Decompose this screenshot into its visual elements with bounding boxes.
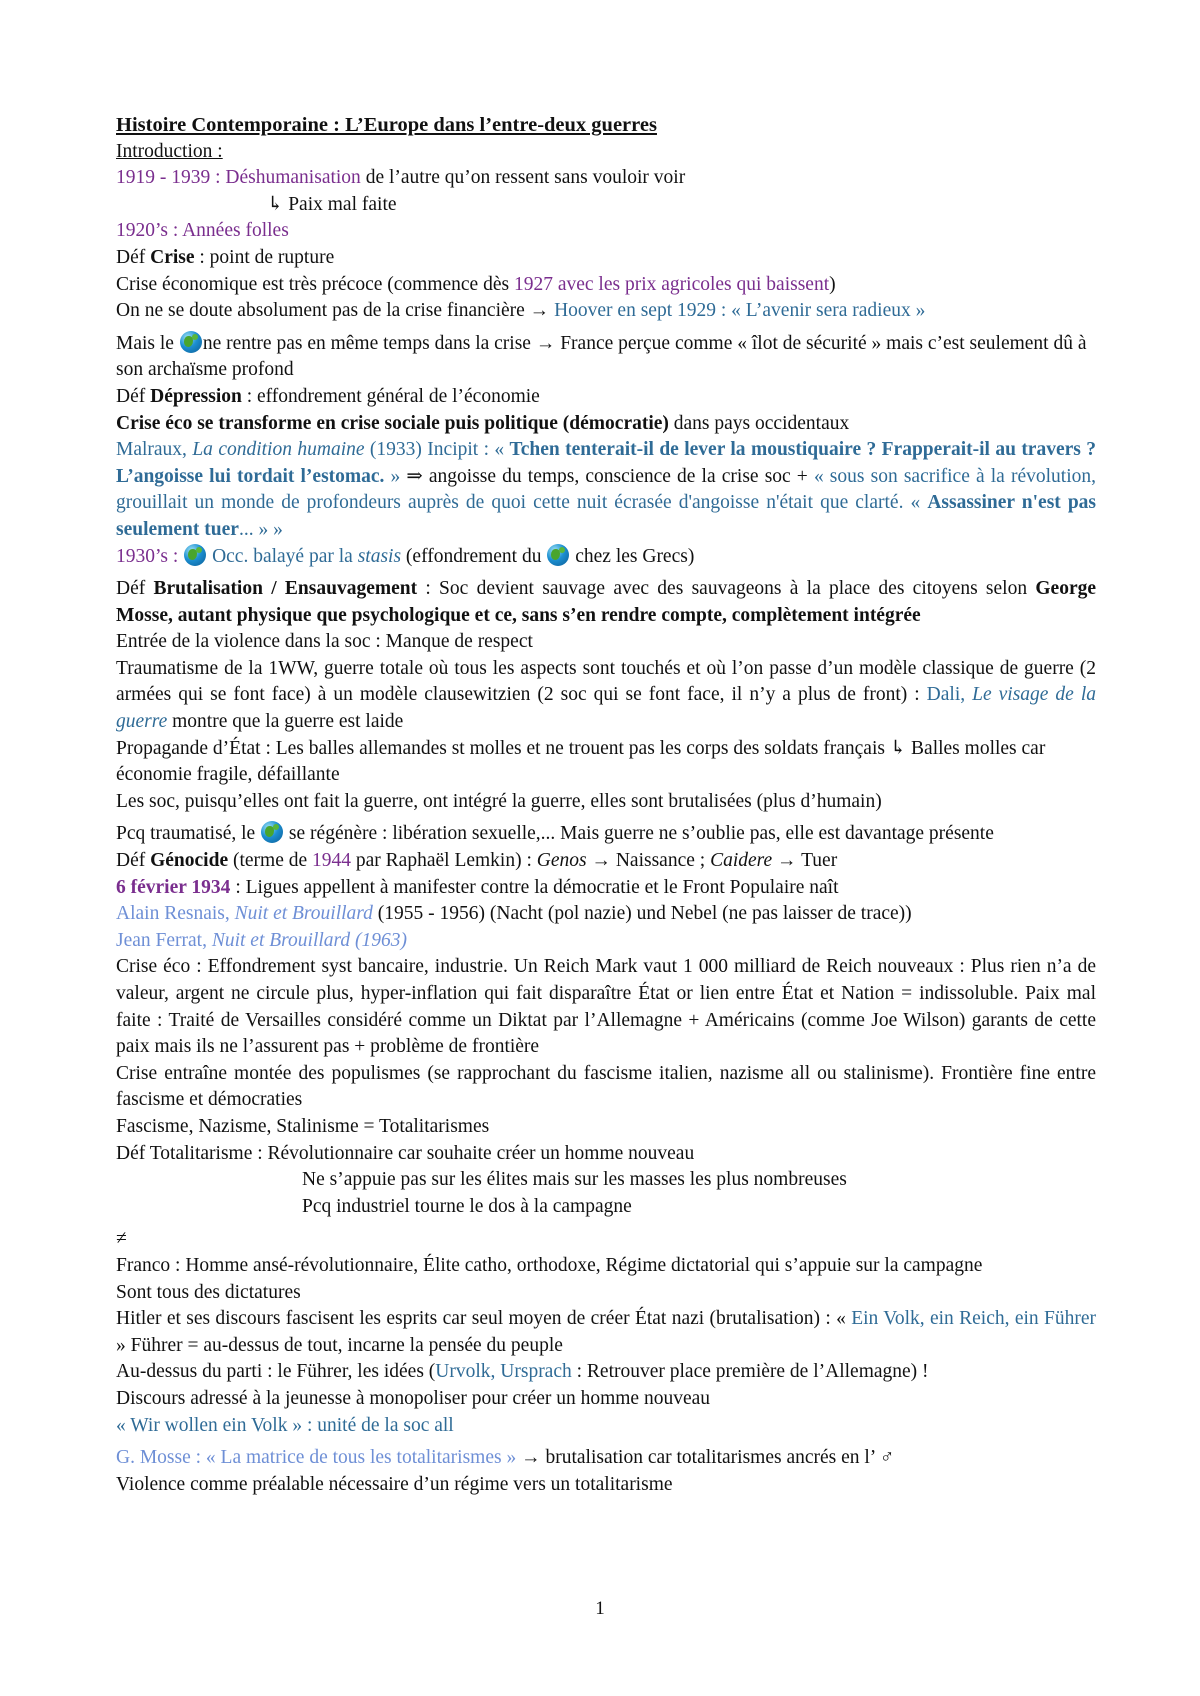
text-run: (1933) Incipit : « (364, 439, 510, 461)
text-run: Le visage de la guerre (116, 684, 1097, 733)
text-run: Génocide (150, 850, 229, 872)
text-line (116, 1413, 1096, 1440)
globe-icon (547, 544, 569, 566)
text-line (116, 1445, 1096, 1472)
text-line (116, 1253, 1096, 1280)
text-run: « sous son sacrifice à la révolution, grouillait un monde de profondeurs auprès de quoi cette nuit écrasée d'angoisse n'était que clarté. « (116, 465, 1096, 514)
text-line (116, 821, 1096, 848)
text-run: Assassiner n'est pas seulement tuer (116, 492, 1097, 540)
text-line (116, 848, 1096, 875)
text-run: Nuit et Brouillard (234, 903, 373, 925)
text-run: se régénère : libération sexuelle,... Mais guerre ne s’oublie pas, elle est davantage présente (284, 823, 994, 845)
text-line (116, 1061, 1096, 1114)
text-run: Mais le (116, 332, 179, 354)
text-run: montre que la guerre est laide (167, 711, 404, 733)
text-run: Les soc, puisqu’elles ont fait la guerre, ont intégré la guerre, elles sont brutalisées (plus d’humain) (116, 790, 882, 812)
text-line (116, 218, 1096, 245)
text-run: 1920’s : Années folles (116, 220, 289, 242)
text-line (116, 384, 1096, 411)
text-run: Tchen tenterait-il de lever la moustiquaire ? Frapperait-il au travers ? L’angoisse lui tordait l’estomac. (116, 439, 1097, 487)
text-line (116, 1359, 1096, 1386)
text-run: Dali, (926, 684, 973, 706)
text-run: par Raphaël Lemkin) : (351, 850, 537, 872)
text-run: George Mosse, autant physique que psychologique et ce, sans s’en rendre compte, complètement intégrée (116, 578, 1097, 626)
text-run: On ne se doute absolument pas de la crise financière → (116, 300, 555, 322)
text-run: Fascisme, Nazisme, Stalinisme = Totalitarismes (116, 1115, 490, 1137)
text-line (116, 331, 1096, 384)
text-line (116, 789, 1096, 816)
text-run: dans pays occidentaux (668, 412, 850, 434)
page-number: 1 (595, 1598, 605, 1619)
text-run: Alain Resnais, (116, 903, 235, 925)
text-line (116, 875, 1096, 902)
text-line (116, 411, 1096, 438)
text-run: : Ligues appellent à manifester contre la démocratie et le Front Populaire naît (230, 876, 839, 898)
text-run: Violence comme préalable nécessaire d’un régime vers un totalitarisme (116, 1473, 673, 1495)
text-run: de l’autre qu’on ressent sans vouloir voir (360, 167, 686, 189)
text-run: Hoover en sept 1929 : « L’avenir sera radieux » (554, 300, 926, 322)
text-run: : effondrement général de l’économie (241, 385, 540, 407)
text-run: Occ. balayé par la (207, 545, 358, 567)
text-run: → brutalisation car totalitarismes ancrés en l’ ♂ (516, 1447, 895, 1469)
text-run: Ein Volk, ein Reich, ein Führer (851, 1308, 1096, 1330)
text-run: Urvolk, Ursprach (435, 1361, 572, 1383)
globe-icon (184, 544, 206, 566)
text-run: » (384, 465, 401, 487)
text-run: ... » » (238, 518, 283, 540)
text-run: → Tuer (772, 850, 838, 872)
text-run: Crise éco se transforme en crise sociale puis politique (démocratie) (116, 412, 669, 434)
text-run: (terme de (228, 850, 313, 872)
text-line (116, 1472, 1096, 1499)
text-run: Ne s’appuie pas sur les élites mais sur les masses les plus nombreuses (302, 1169, 847, 1191)
text-run: Caidere (710, 850, 773, 872)
globe-icon (261, 821, 283, 843)
text-run: Pcq traumatisé, le (116, 823, 261, 845)
text-line (116, 928, 1096, 955)
document-page (116, 112, 1096, 1498)
text-run: Jean Ferrat, (116, 929, 212, 951)
text-line (116, 1167, 1096, 1194)
text-run: : Retrouver place première de l’Allemagne) ! (571, 1361, 929, 1383)
text-run: Nuit et Brouillard (1963) (211, 929, 408, 951)
text-line (116, 245, 1096, 272)
text-line (116, 656, 1096, 736)
text-run: Malraux, (116, 439, 193, 461)
text-run: Déf (116, 850, 151, 872)
text-run: → Naissance ; (586, 850, 711, 872)
text-run: 1927 avec les prix agricoles qui baissent (513, 273, 830, 295)
text-run: : Soc devient sauvage avec des sauvageons à la place des citoyens selon (417, 578, 1036, 600)
text-line (116, 629, 1096, 656)
text-line (116, 165, 1096, 192)
text-run: Déf (116, 246, 151, 268)
text-run: ne rentre pas en même temps dans la crise → France perçue comme « îlot de sécurité » mais c’est seulement dû à son archaïsme profond (116, 332, 1087, 381)
text-run: : point de rupture (194, 246, 335, 268)
text-run: ↳ Paix mal faite (267, 193, 397, 215)
text-line (116, 1226, 1096, 1253)
text-run: stasis (357, 545, 402, 567)
text-run: Sont tous des dictatures (116, 1281, 301, 1303)
text-run: La condition humaine (192, 439, 365, 461)
text-run: Hitler et ses discours fascisent les esprits car seul moyen de créer État nazi (brutalisation) : « (116, 1308, 852, 1330)
text-line (116, 192, 1096, 219)
text-line (116, 1306, 1096, 1359)
text-line (116, 1141, 1096, 1168)
text-run: (1955 - 1956) (Nacht (pol nazie) und Nebel (ne pas laisser de trace)) (372, 903, 912, 925)
text-line (116, 272, 1096, 299)
text-run: Déf (116, 578, 154, 600)
text-run: « Wir wollen ein Volk » : unité de la soc all (116, 1414, 454, 1436)
text-line (116, 437, 1096, 543)
text-line (116, 954, 1096, 1060)
text-run: Déf (116, 385, 151, 407)
text-run: 1919 - 1939 : Déshumanisation (116, 167, 361, 189)
text-line (116, 1194, 1096, 1221)
text-run: 6 février 1934 (116, 876, 231, 898)
text-run: Propagande d’État : Les balles allemandes st molles et ne trouent pas les corps des soldats français ↳ Balles molles car économie fragile, défaillante (116, 737, 1046, 786)
text-run: Brutalisation / Ensauvagement (153, 578, 418, 600)
text-run: Pcq industriel tourne le dos à la campagne (302, 1195, 632, 1217)
text-run: Franco : Homme ansé-révolutionnaire, Élite catho, orthodoxe, Régime dictatorial qui s’appuie sur la campagne (116, 1254, 983, 1276)
text-run: 1944 (312, 850, 352, 872)
text-run: Crise (150, 246, 195, 268)
document-title: Histoire Contemporaine : L’Europe dans l’entre-deux guerres (116, 114, 657, 136)
text-run: Au-dessus du parti : le Führer, les idées ( (116, 1361, 436, 1383)
text-run: Introduction : (116, 140, 223, 162)
text-run: Genos (536, 850, 587, 872)
text-run: Crise éco : Effondrement syst bancaire, industrie. Un Reich Mark vaut 1 000 milliard de Reich nouveaux : Plus rien n’a de valeur, argent ne circule plus, hyper-inflation qui fait disparaître État or lien entre État et Nation = indissoluble. Paix mal faite : Traité de Versailles considéré comme un Diktat par l’Allemagne + Américains (comme Joe Wilson) garants de cette paix mais ils ne l’assurent pas + problème de frontière (116, 956, 1096, 1058)
text-run: Traumatisme de la 1WW, guerre totale où tous les aspects sont touchés et où l’on passe d’un modèle classique de guerre (2 armées qui se font face) à un modèle clausewitzien (2 soc qui se font face, il n’y a plus de front) : (116, 657, 1096, 706)
text-line (116, 1114, 1096, 1141)
text-line (116, 736, 1096, 789)
text-run: ⇒ angoisse du temps, conscience de la crise soc + (400, 465, 814, 487)
text-run: Crise entraîne montée des populismes (se rapprochant du fascisme italien, nazisme all ou stalinisme). Frontière fine entre fascisme et démocraties (116, 1062, 1096, 1111)
text-line (116, 1280, 1096, 1307)
text-line (116, 576, 1096, 629)
text-line (116, 1386, 1096, 1413)
text-run: chez les Grecs) (570, 545, 695, 567)
text-run: 1930’s : (116, 545, 184, 567)
document-body (116, 139, 1096, 1499)
globe-icon (180, 331, 202, 353)
text-run: (effondrement du (401, 545, 547, 567)
text-line (116, 544, 1096, 571)
text-run: ≠ (116, 1228, 127, 1250)
text-run: Crise économique est très précoce (commence dès (116, 273, 514, 295)
text-run: Dépression (150, 385, 242, 407)
text-line (116, 298, 1096, 325)
text-line (116, 139, 1096, 166)
text-run: Discours adressé à la jeunesse à monopoliser pour créer un homme nouveau (116, 1387, 711, 1409)
text-run: Déf Totalitarisme : Révolutionnaire car souhaite créer un homme nouveau (116, 1142, 695, 1164)
text-run: » Führer = au-dessus de tout, incarne la pensée du peuple (116, 1334, 563, 1356)
text-run: Entrée de la violence dans la soc : Manque de respect (116, 631, 533, 653)
text-run: G. Mosse : « La matrice de tous les totalitarismes » (116, 1447, 517, 1469)
text-run: ) (829, 273, 836, 295)
text-line (116, 901, 1096, 928)
